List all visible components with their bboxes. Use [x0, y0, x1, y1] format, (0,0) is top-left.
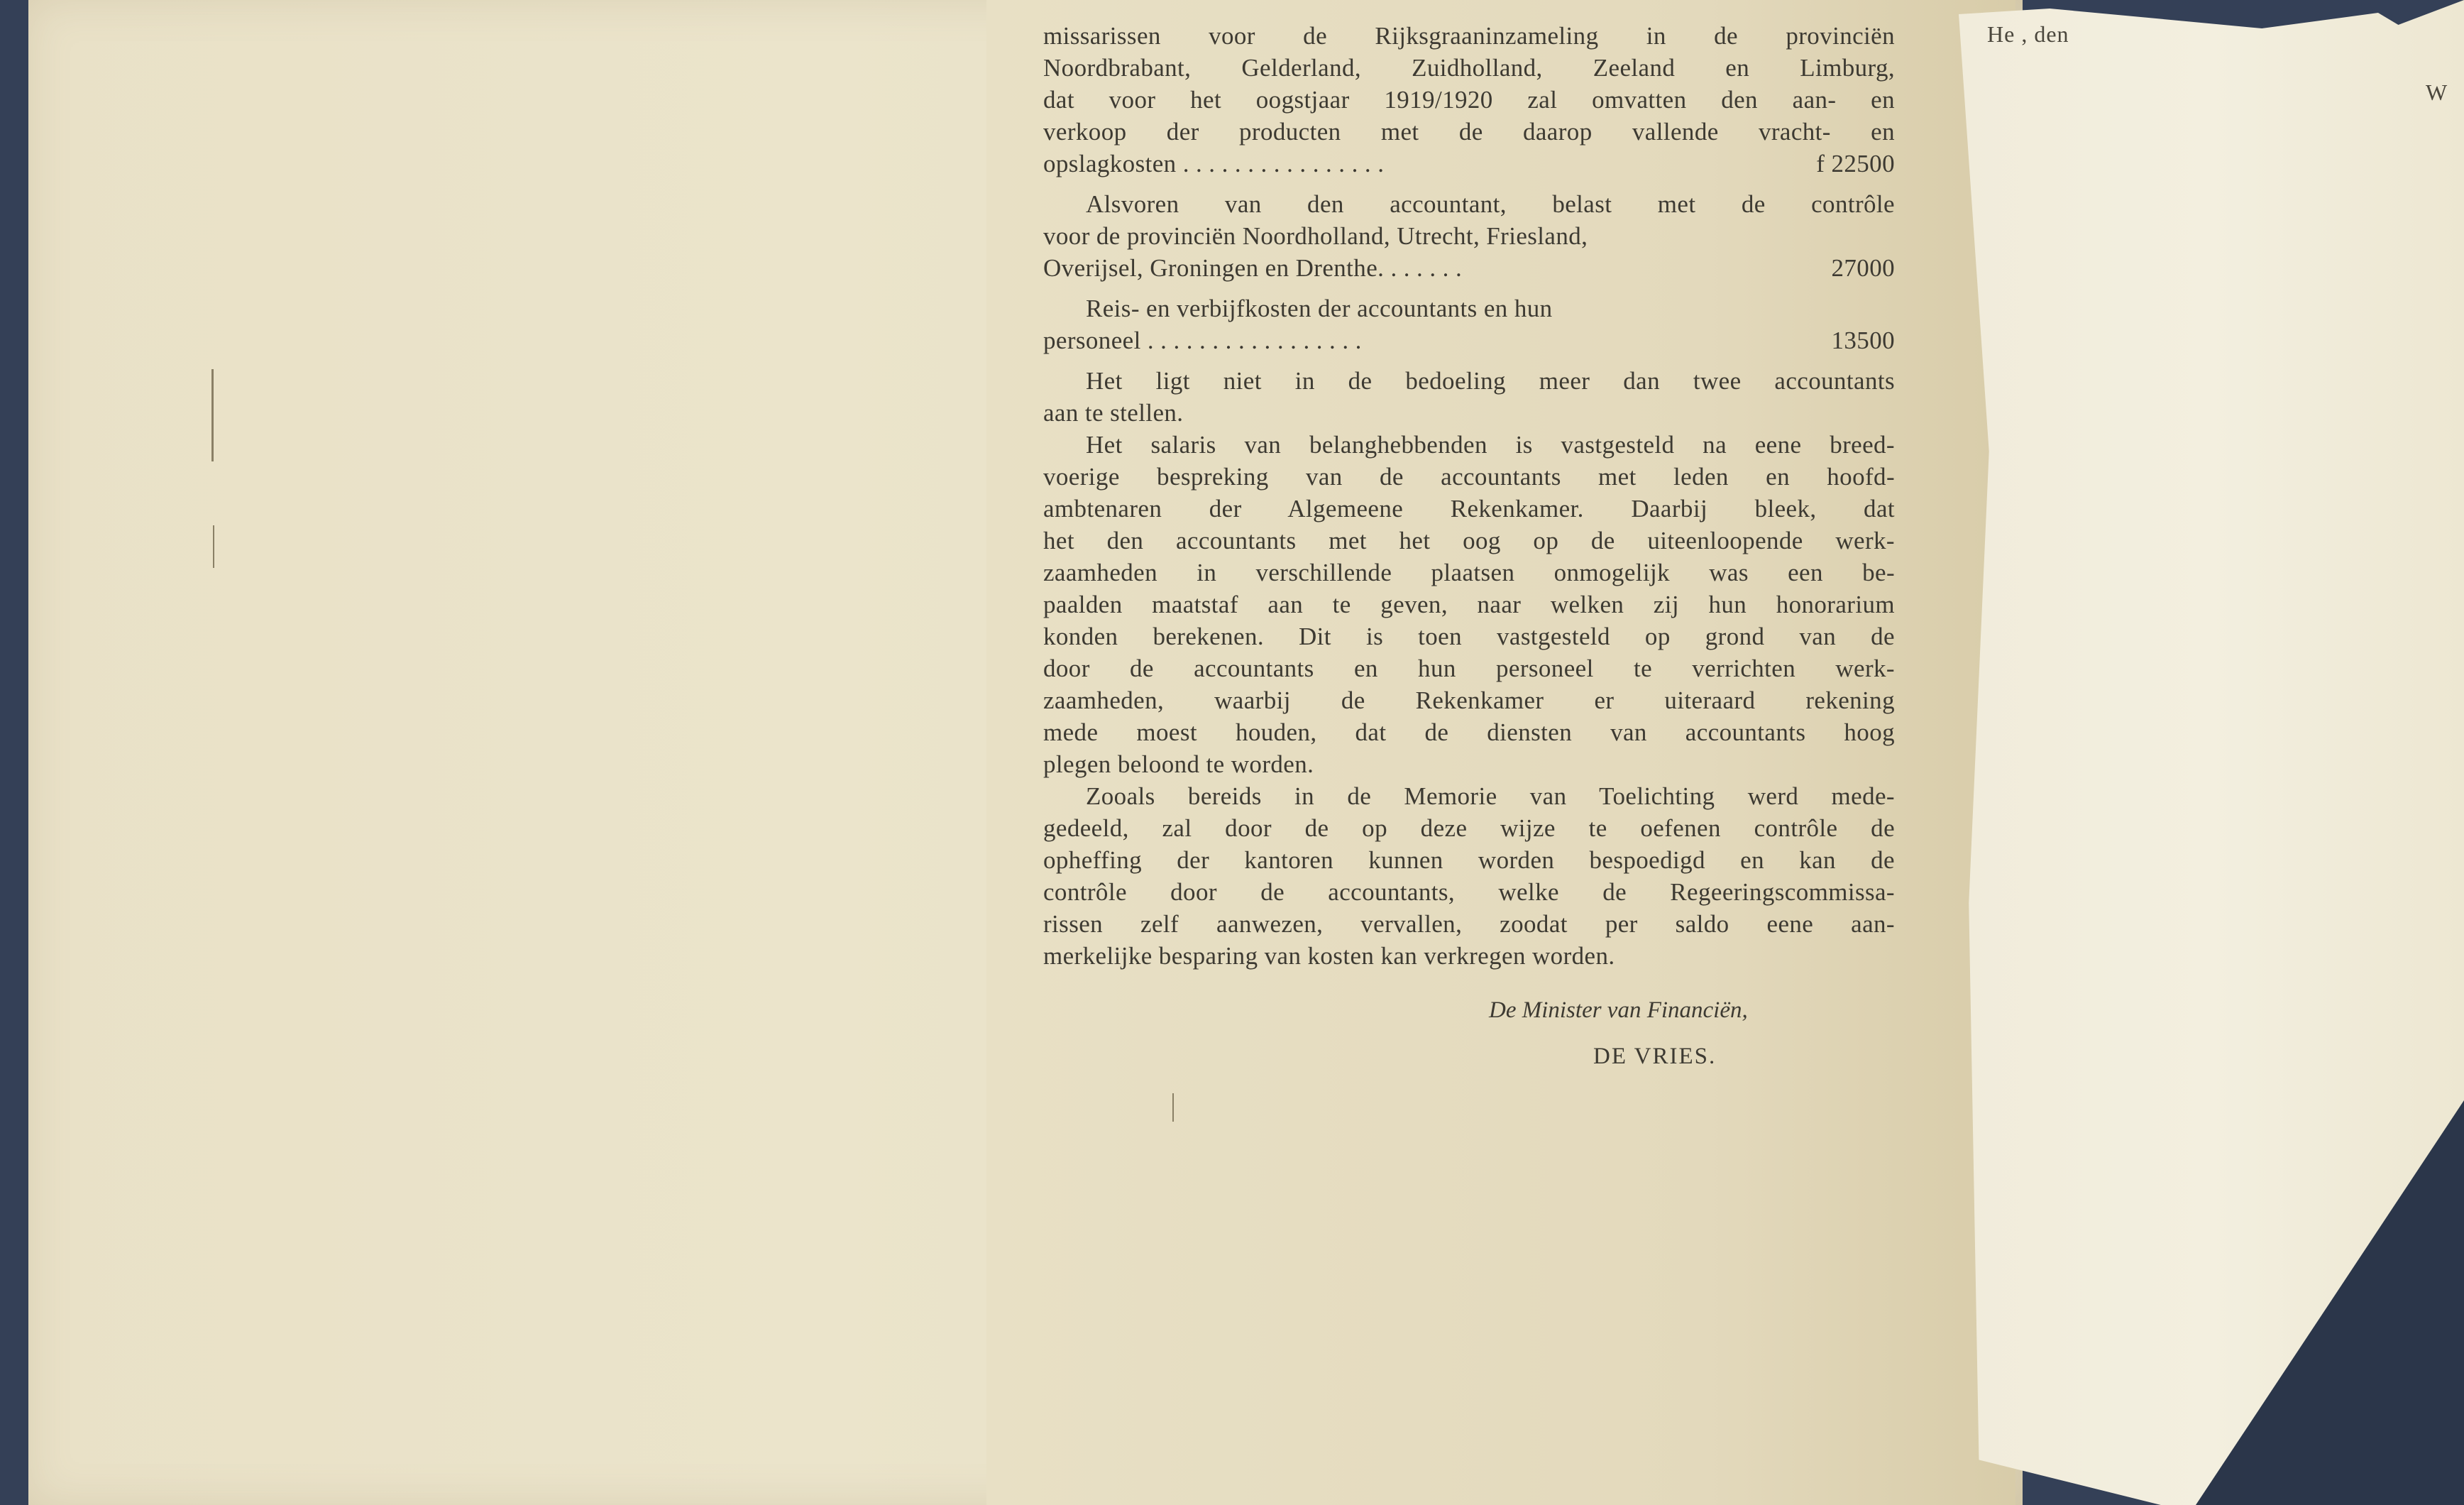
text-line: zaamheden, waarbij de Rekenkamer er uiteraard rekening: [1043, 686, 1895, 714]
text-line: door de accountants en hun personeel te verrichten werk-: [1043, 655, 1895, 682]
text-line: Het ligt niet in de bedoeling meer dan twee accountants: [1086, 367, 1895, 395]
text-line: dat voor het oogstjaar 1919/1920 zal omvatten den aan- en: [1043, 86, 1895, 114]
text-line: mede moest houden, dat de diensten van accountants hoog: [1043, 718, 1895, 746]
text-line: zaamheden in verschillende plaatsen onmogelijk was een be-: [1043, 559, 1895, 586]
signature-title: De Minister van Financiën,: [1489, 997, 1748, 1023]
text-line: voerige bespreking van de accountants met leden en hoofd-: [1043, 463, 1895, 491]
right-sheet-letter: W: [2426, 80, 2448, 105]
text-line: ambtenaren der Algemeene Rekenkamer. Daarbij bleek, dat: [1043, 495, 1895, 522]
margin-mark: [213, 525, 214, 568]
text-line-label: Overijsel, Groningen en Drenthe. . . . . . .: [1043, 254, 1463, 282]
text-line: het den accountants met het oog op de uiteenloopende werk-: [1043, 527, 1895, 554]
text-line: Het salaris van belanghebbenden is vastgesteld na eene breed-: [1086, 431, 1895, 459]
text-line-label: personeel . . . . . . . . . . . . . . . . .: [1043, 327, 1362, 354]
text-line: missarissen voor de Rijksgraaninzameling in de provinciën: [1043, 22, 1895, 50]
paragraph-gap: [1043, 284, 1895, 292]
text-line: Noordbrabant, Gelderland, Zuidholland, Zeeland en Limburg,: [1043, 54, 1895, 82]
text-line: rissen zelf aanwezen, vervallen, zoodat per saldo eene aan-: [1043, 910, 1895, 938]
amount-value: 13500: [1831, 327, 1895, 354]
amount-value: 27000: [1831, 254, 1895, 282]
paragraph-gap: [1043, 180, 1895, 188]
text-line: Alsvoren van den accountant, belast met de contrôle: [1086, 190, 1895, 218]
text-line: [1043, 148, 1895, 180]
text-line: aan te stellen.: [1043, 399, 1184, 427]
text-line: konden berekenen. Dit is toen vastgesteld op grond van de: [1043, 623, 1895, 650]
text-line-label: opslagkosten . . . . . . . . . . . . . . . .: [1043, 150, 1385, 177]
text-line: plegen beloond te worden.: [1043, 750, 1314, 778]
margin-mark: [211, 369, 214, 461]
text-line: merkelijke besparing van kosten kan verkregen worden.: [1043, 942, 1615, 970]
amount-value: f 22500: [1816, 150, 1895, 177]
text-line: voor de provinciën Noordholland, Utrecht, Friesland,: [1043, 222, 1588, 250]
paragraph-gap: [1043, 356, 1895, 365]
text-line: verkoop der producten met de daarop vallende vracht- en: [1043, 118, 1895, 146]
text-line: [1043, 252, 1895, 284]
right-sheet-header: He , den: [1987, 21, 2069, 47]
margin-mark: [1172, 1093, 1174, 1122]
signature-name: DE VRIES.: [1593, 1044, 1717, 1069]
text-line: contrôle door de accountants, welke de Regeeringscommissa-: [1043, 878, 1895, 906]
text-line: [1043, 324, 1895, 356]
text-line: Zooals bereids in de Memorie van Toelichting werd mede-: [1086, 782, 1895, 810]
text-line: Reis- en verbijfkosten der accountants en hun: [1086, 295, 1553, 322]
text-line: opheffing der kantoren kunnen worden bespoedigd en kan de: [1043, 846, 1895, 874]
text-line: gedeeld, zal door de op deze wijze te oefenen contrôle de: [1043, 814, 1895, 842]
document-body: [1043, 20, 1895, 972]
text-line: paalden maatstaf aan te geven, naar welken zij hun honorarium: [1043, 591, 1895, 618]
